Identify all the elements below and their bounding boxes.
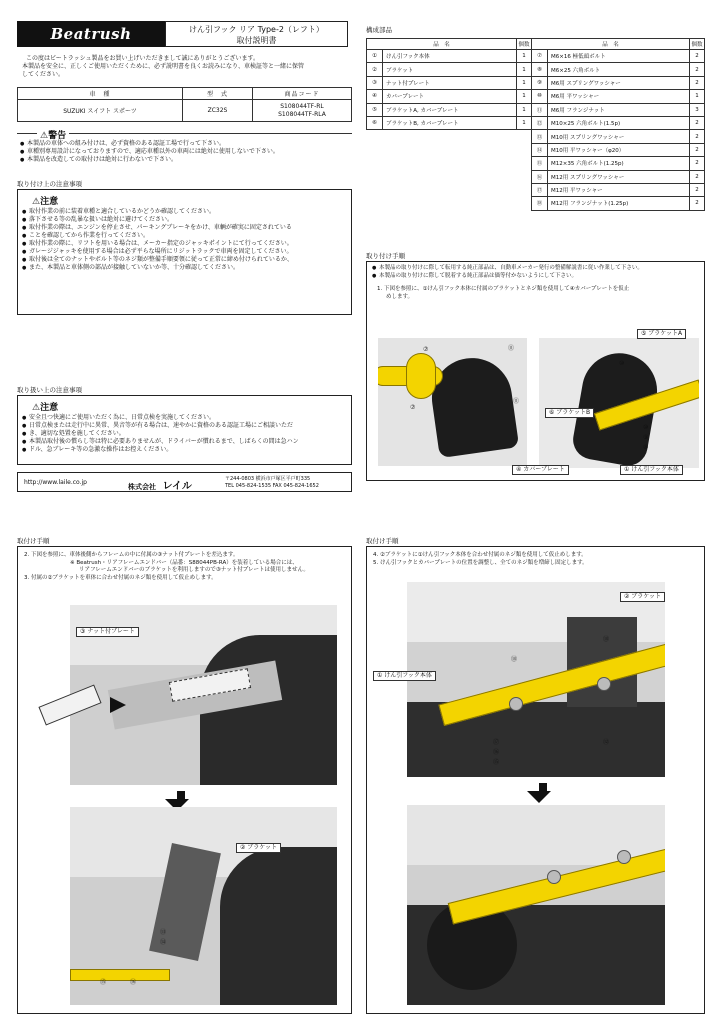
- table-row: ⑯ M12用 スプリングワッシャー 2: [367, 170, 705, 183]
- hook-shape: [70, 969, 170, 981]
- caution-icon: ⚠: [32, 403, 41, 413]
- label-14: ⑭: [160, 939, 167, 946]
- callout-bracket-b: ⑥ ブラケットB: [545, 408, 594, 418]
- label-16: ⑯: [493, 749, 500, 756]
- parts-header-name-left: 品 名: [367, 39, 517, 50]
- callout-bracket-a: ⑤ ブラケットA: [637, 329, 686, 339]
- parts-table: [366, 38, 705, 211]
- warning-icon: ⚠: [40, 131, 49, 141]
- document-title: [165, 21, 348, 47]
- label-8: ⑧: [643, 444, 649, 451]
- bolt-icon: [547, 870, 561, 884]
- bolt-icon: [597, 677, 611, 691]
- label-10: ⑩: [619, 360, 625, 367]
- list-item-continued: ● また、本製品と車体側の部品が接触していないか等、十分確認してください。: [22, 264, 348, 272]
- table-row: ⑱ M12用 フランジナット(1.25p) 2: [367, 197, 705, 210]
- cover-plate-photo-left: [378, 338, 527, 466]
- list-item: ● 安全且つ快適にご使用いただく為に、日常点検を実施してください。: [22, 414, 348, 422]
- table-row: ⑰ M12用 平ワッシャー 2: [367, 183, 705, 196]
- parts-title: 構成部品: [366, 26, 392, 34]
- list-item-continued: ● ドル、急ブレーキ等の急激な操作はお控えください。: [22, 446, 348, 454]
- list-item: ● 本製品取付後の慣らし等は特に必要ありませんが、ドライバーが慣れるまで、しばらくの間は急ハン: [22, 438, 348, 446]
- list-item-continued: ● ことを確認してから作業を行ってください。: [22, 232, 348, 240]
- vehicle-type: ZC32S: [183, 100, 253, 122]
- table-row: ⑭ M10用 平ワッシャー（φ20） 2: [367, 143, 705, 156]
- hook-ring-shape: [406, 353, 436, 399]
- table-row: ⑥ ブラケットB, カバープレート 1 ⑫ M10×25 六角ボルト(1.5p) 2: [367, 116, 705, 129]
- procedure-b-title: 取付け手順: [17, 537, 50, 545]
- company-name: レイル: [162, 481, 192, 492]
- parts-header-qty-left: 個数: [516, 39, 531, 50]
- handling-notes-title: 取り扱い上の注意事項: [17, 386, 82, 394]
- callout-bracket: ② ブラケット: [236, 843, 281, 853]
- callout-hook-body: ① けん引フック本体: [620, 465, 683, 475]
- product-code: S108044TF-RL S108044TF-RLA: [253, 100, 352, 122]
- label-18-right: ⑱: [603, 636, 610, 643]
- step-1-text: 1. 下図を参照に、①けん引フック本体に付属のブラケットとネジ類を使用して④カバープレートを仮止 めします。: [377, 286, 630, 300]
- procedure-a-title: 取り付け手順: [366, 252, 405, 260]
- parts-header-qty-right: 個数: [690, 39, 705, 50]
- caution-icon: ⚠: [32, 197, 41, 207]
- caution-label: 注意: [40, 403, 59, 413]
- procedure-c-box: [366, 546, 705, 1014]
- install-notes-title: 取り付け上の注意事項: [17, 180, 82, 188]
- vehicle-header-code: 商品コード: [253, 88, 352, 100]
- label-17: ⑰: [493, 739, 500, 746]
- table-row: ⑤ ブラケットA, カバープレート 1 ⑪ M6用 フランジナット 3: [367, 103, 705, 116]
- list-item: ● 車種別専用設計になっておりますので、適応車種以外の車両には絶対に使用しないで下さい。: [20, 148, 350, 156]
- caution-label: 注意: [40, 197, 59, 207]
- table-row: ⑮ M12×35 六角ボルト(1.25p) 2: [367, 157, 705, 170]
- list-item: ● 日常点検または走行中に異常、異音等が有る場合は、速やかに資格のある認証工場にご相談いただ: [22, 422, 348, 430]
- callout-bracket: ② ブラケット: [620, 592, 665, 602]
- label-11-lower: ⑪: [513, 398, 520, 405]
- table-row: ④ カバープレート 1 ⑩ M6用 平ワッシャー 1: [367, 90, 705, 103]
- label-11: ⑪: [508, 345, 515, 352]
- brand-logo: Beatrush: [17, 21, 165, 47]
- callout-hook-body: ① けん引フック本体: [373, 671, 436, 681]
- label-16: ⑯: [130, 979, 137, 986]
- bolt-icon: [509, 697, 523, 711]
- intro-text: この度はビートラッシュ製品をお買い上げいただきまして誠にありがとうございます。 本製品を安全に、正しくご使用いただくために、必ず説明書を良くお読みになり、車検証等と一緒に保管 してください。: [22, 55, 305, 78]
- step-2-text: 2. 下図を参照に、車体後側からフレームの中に付属の③ナット付プレートを差込ます。 ※ Beatrush・リアフレームエンドバー（品番：S88044PB-RA）を装着している場合には、 リアフレームエンドバーのブラケットを利用しますので③ナット付プレートは使用しません。 3. 付属の②ブラケットを車体に合わせ付属のネジ類を使用して仮止めします。: [24, 552, 309, 581]
- list-item: ● 取付作業の際に、リフトを用いる場合は、メーカー指定のジャッキポイントにて行ってください。: [22, 240, 348, 248]
- install-notes-box: [17, 189, 352, 315]
- label-15: ⑮: [493, 759, 500, 766]
- callout-cover-plate: ④ カバープレート: [512, 465, 569, 475]
- table-row: ② ブラケット 1 ⑧ M6×25 六角ボルト 2: [367, 63, 705, 76]
- list-item: ● 本製品の取り付けに際して脱着する純正部品は価等付かないようにして下さい。: [372, 273, 702, 281]
- label-18: ⑱: [511, 656, 518, 663]
- company-address: 〒244-0803 横浜市戸塚区平戸町335 TEL 045-824-1535 FAX 045-824-1652: [225, 476, 319, 489]
- label-9: ⑨: [643, 434, 649, 441]
- procedure-a-box: [366, 261, 705, 481]
- hook-photo-top: [407, 582, 665, 777]
- procedure-b-box: [17, 546, 352, 1014]
- table-row: ③ ナット付プレート 1 ⑨ M6用 スプリングワッシャー 2: [367, 76, 705, 89]
- callout-nut-plate: ③ ナット付プレート: [76, 627, 139, 637]
- vehicle-model: SUZUKI スイフト スポーツ: [18, 100, 183, 122]
- label-7-lower: ⑦: [410, 404, 416, 411]
- title-line-2: 取付説明書: [236, 36, 277, 45]
- step-4-5-text: 4. ②ブラケットに①けん引フック本体を合わせ付属のネジ類を使用して仮止めします。 5. けん引フックとカバープレートの位置を調整し、全てのネジ類を増締し固定します。: [373, 552, 588, 566]
- vehicle-header-type: 型 式: [183, 88, 253, 100]
- procedure-c-title: 取付け手順: [366, 537, 399, 545]
- label-7: ⑦: [423, 346, 429, 353]
- table-row: ⑬ M10用 スプリングワッシャー 2: [367, 130, 705, 143]
- list-item: ● 取付作業の前に装着車種と適合しているかどうか確認してください。: [22, 208, 348, 216]
- parts-header-name-right: 品 名: [531, 39, 689, 50]
- company-url[interactable]: http://www.laile.co.jp: [24, 479, 87, 486]
- insert-arrow-icon: [110, 697, 126, 713]
- list-item: ● 本製品の取り付けに際して転用する純正部品は、自動車メーカー発行の整備解説書に従い作業して下さい。: [372, 265, 702, 273]
- list-item: ● ガレージジャッキを使用する場合は必ず平らな場所にリジットラックで車両を固定してください。: [22, 248, 348, 256]
- list-item: ● 取付後は全てのナットやボルト等のネジ類が整備手順要領に従って正常に締め付けられているか、: [22, 256, 348, 264]
- handling-notes-box: [17, 395, 352, 465]
- label-12: ⑫: [603, 739, 610, 746]
- vehicle-table: [17, 87, 352, 122]
- vehicle-header-model: 車 種: [18, 88, 183, 100]
- table-row: ① けん引フック本体 1 ⑦ M6×16 極低頭ボルト 2: [367, 50, 705, 63]
- label-10-lower: ⑩: [643, 424, 649, 431]
- list-item: ● 取付作業の際は、エンジンを停止させ、パーキングブレーキをかけ、車輌が確実に固定されている: [22, 224, 348, 232]
- list-item: ● 本製品の車体への組み付けは、必ず資格のある認証工場で行って下さい。: [20, 140, 350, 148]
- frame-photo-bottom: [70, 807, 337, 1005]
- cover-plate-photo-right: [539, 338, 699, 468]
- warning-label: 警告: [48, 131, 67, 141]
- label-13: ⑬: [160, 929, 167, 936]
- warning-list: [20, 140, 350, 164]
- list-item: ● 本製品を改造しての取付けは絶対に行わないで下さい。: [20, 156, 350, 164]
- hook-photo-bottom: [407, 805, 665, 1005]
- down-arrow-icon: [535, 783, 551, 803]
- label-15: ⑮: [100, 979, 107, 986]
- list-item: ● 落下させる等の乱暴な扱いは絶対に避けてください。: [22, 216, 348, 224]
- list-item-continued: ● き、適切な処置を施してください。: [22, 430, 348, 438]
- bolt-icon: [617, 850, 631, 864]
- warning-heading: [17, 129, 352, 139]
- company-name-prefix: 株式会社: [128, 483, 156, 491]
- title-line-1: けん引フック リア Type-2（レフト）: [189, 25, 324, 34]
- company-footer: [17, 472, 352, 492]
- table-row: [18, 100, 352, 122]
